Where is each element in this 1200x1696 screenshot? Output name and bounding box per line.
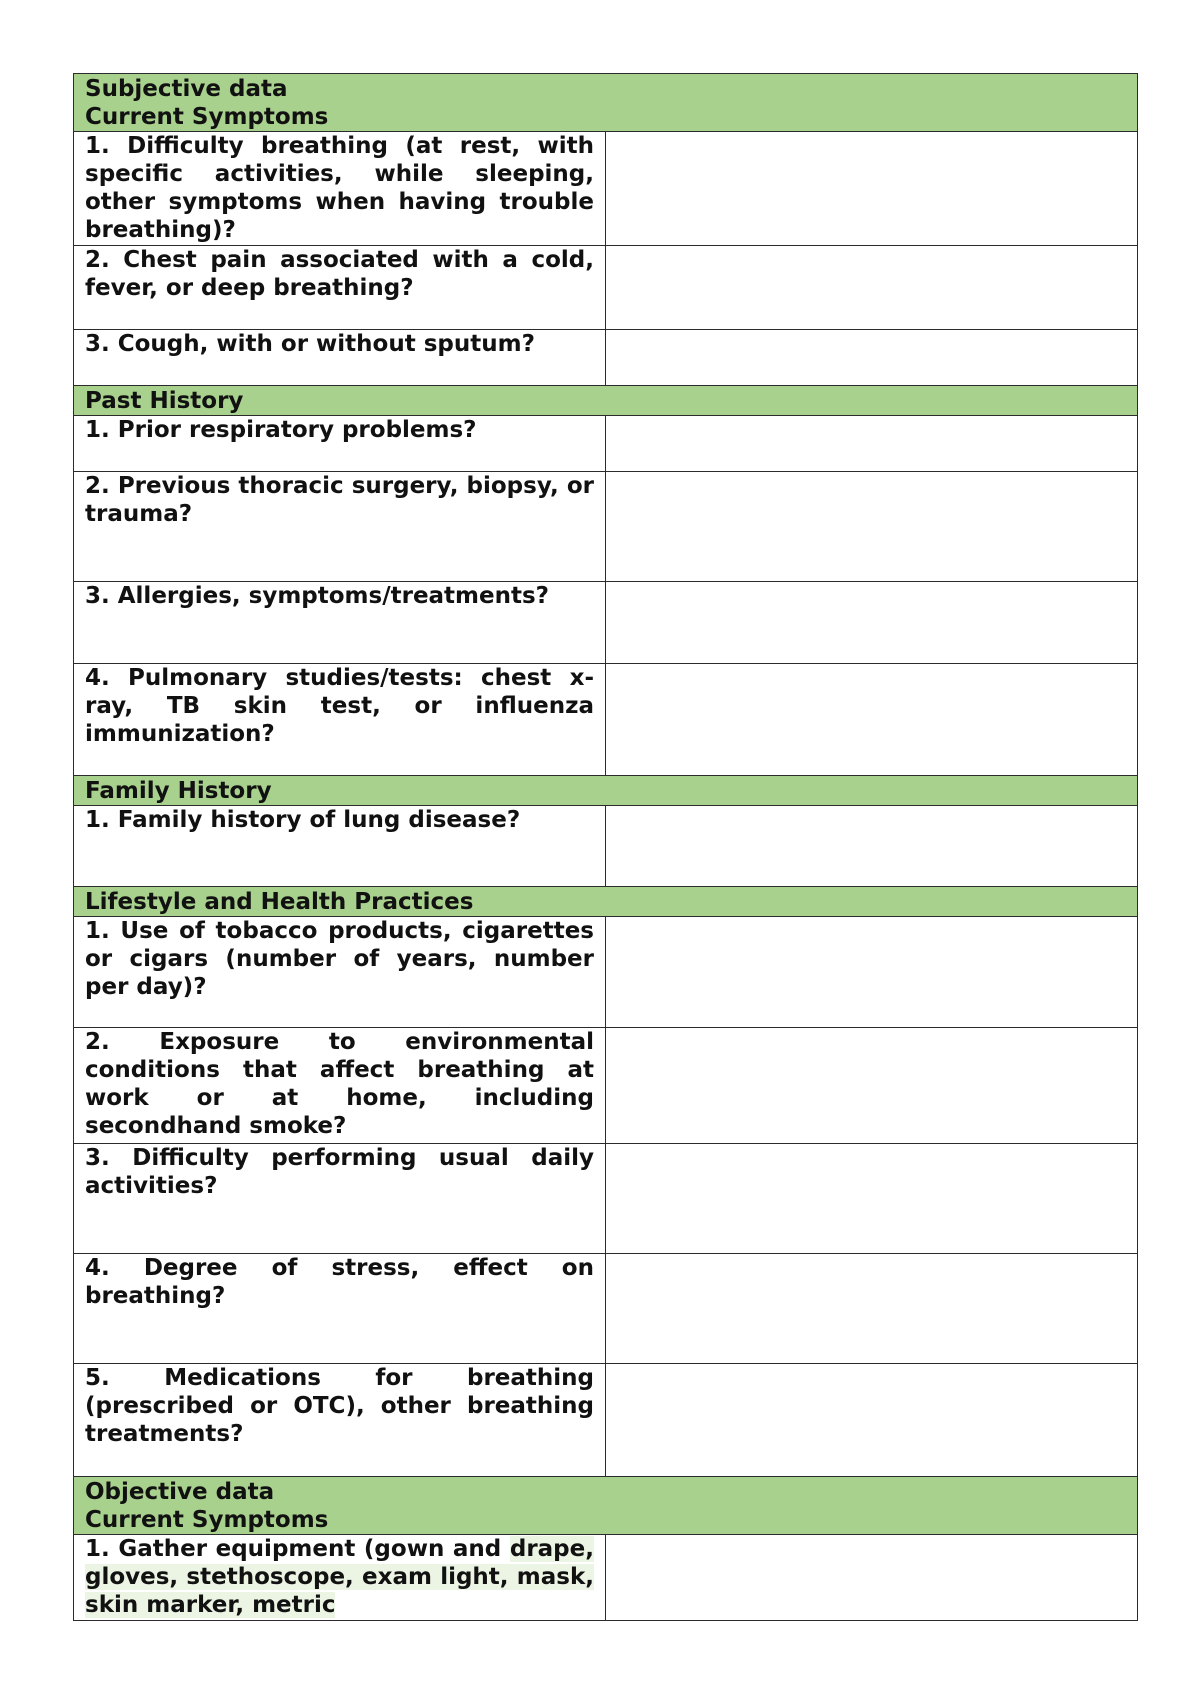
question-cell: 4. Pulmonary studies/tests: chest x-ray, TB skin test, or influenza immunization? xyxy=(74,664,606,776)
section-header-subjective xyxy=(74,74,1138,132)
answer-cell[interactable] xyxy=(606,330,1138,386)
table-row xyxy=(74,806,1138,887)
table-row xyxy=(74,1144,1138,1254)
section-subtitle-current-symptoms: Current Symptoms xyxy=(85,1507,329,1533)
table-row xyxy=(74,330,1138,386)
question-cell: 1. Family history of lung disease? xyxy=(74,806,606,887)
question-cell: 2. Exposure to environmental conditions that affect breathing at work or at home, including secondhand smoke? xyxy=(74,1028,606,1144)
section-title-family-history: Family History xyxy=(74,776,1138,806)
answer-cell[interactable] xyxy=(606,1144,1138,1254)
table-row xyxy=(74,1028,1138,1144)
answer-cell[interactable] xyxy=(606,806,1138,887)
table-row xyxy=(74,1254,1138,1364)
question-cell: 1. Use of tobacco products, cigarettes or cigars (number of years, number per day)? xyxy=(74,917,606,1028)
answer-cell[interactable] xyxy=(606,1028,1138,1144)
question-cell xyxy=(74,1535,606,1621)
answer-cell[interactable] xyxy=(606,664,1138,776)
answer-cell[interactable] xyxy=(606,1364,1138,1477)
answer-cell[interactable] xyxy=(606,246,1138,330)
question-cell: 2. Chest pain associated with a cold, fever, or deep breathing? xyxy=(74,246,606,330)
question-text-part: drape, gloves, stethoscope, exam light, mask, skin marker, metric xyxy=(85,1536,594,1618)
answer-cell[interactable] xyxy=(606,416,1138,472)
answer-cell[interactable] xyxy=(606,1254,1138,1364)
assessment-table xyxy=(73,73,1138,1621)
table-row xyxy=(74,472,1138,582)
assessment-form xyxy=(73,73,1138,1621)
answer-cell[interactable] xyxy=(606,917,1138,1028)
answer-cell[interactable] xyxy=(606,132,1138,246)
question-cell: 1. Difficulty breathing (at rest, with specific activities, while sleeping, other symptoms when having trouble breathing)? xyxy=(74,132,606,246)
question-cell: 3. Allergies, symptoms/treatments? xyxy=(74,582,606,664)
answer-cell[interactable] xyxy=(606,582,1138,664)
question-cell: 1. Prior respiratory problems? xyxy=(74,416,606,472)
table-row xyxy=(74,1364,1138,1477)
question-text-part: 1. Gather equipment (gown and xyxy=(85,1536,510,1562)
table-row xyxy=(74,132,1138,246)
table-row xyxy=(74,664,1138,776)
table-row xyxy=(74,246,1138,330)
question-cell: 3. Cough, with or without sputum? xyxy=(74,330,606,386)
table-row xyxy=(74,416,1138,472)
section-header-past-history xyxy=(74,386,1138,416)
section-title-subjective: Subjective data xyxy=(85,76,288,102)
section-title-objective: Objective data xyxy=(85,1479,275,1505)
section-header-family-history xyxy=(74,776,1138,806)
answer-cell[interactable] xyxy=(606,1535,1138,1621)
question-cell: 5. Medications for breathing (prescribed or OTC), other breathing treatments? xyxy=(74,1364,606,1477)
answer-cell[interactable] xyxy=(606,472,1138,582)
section-title-past-history: Past History xyxy=(74,386,1138,416)
section-title-lifestyle: Lifestyle and Health Practices xyxy=(74,887,1138,917)
question-cell: 2. Previous thoracic surgery, biopsy, or trauma? xyxy=(74,472,606,582)
section-subtitle-current-symptoms: Current Symptoms xyxy=(85,104,329,130)
table-row xyxy=(74,582,1138,664)
section-header-lifestyle xyxy=(74,887,1138,917)
question-cell: 3. Difficulty performing usual daily activities? xyxy=(74,1144,606,1254)
table-row xyxy=(74,917,1138,1028)
question-cell: 4. Degree of stress, effect on breathing? xyxy=(74,1254,606,1364)
section-header-objective xyxy=(74,1477,1138,1535)
table-row xyxy=(74,1535,1138,1621)
